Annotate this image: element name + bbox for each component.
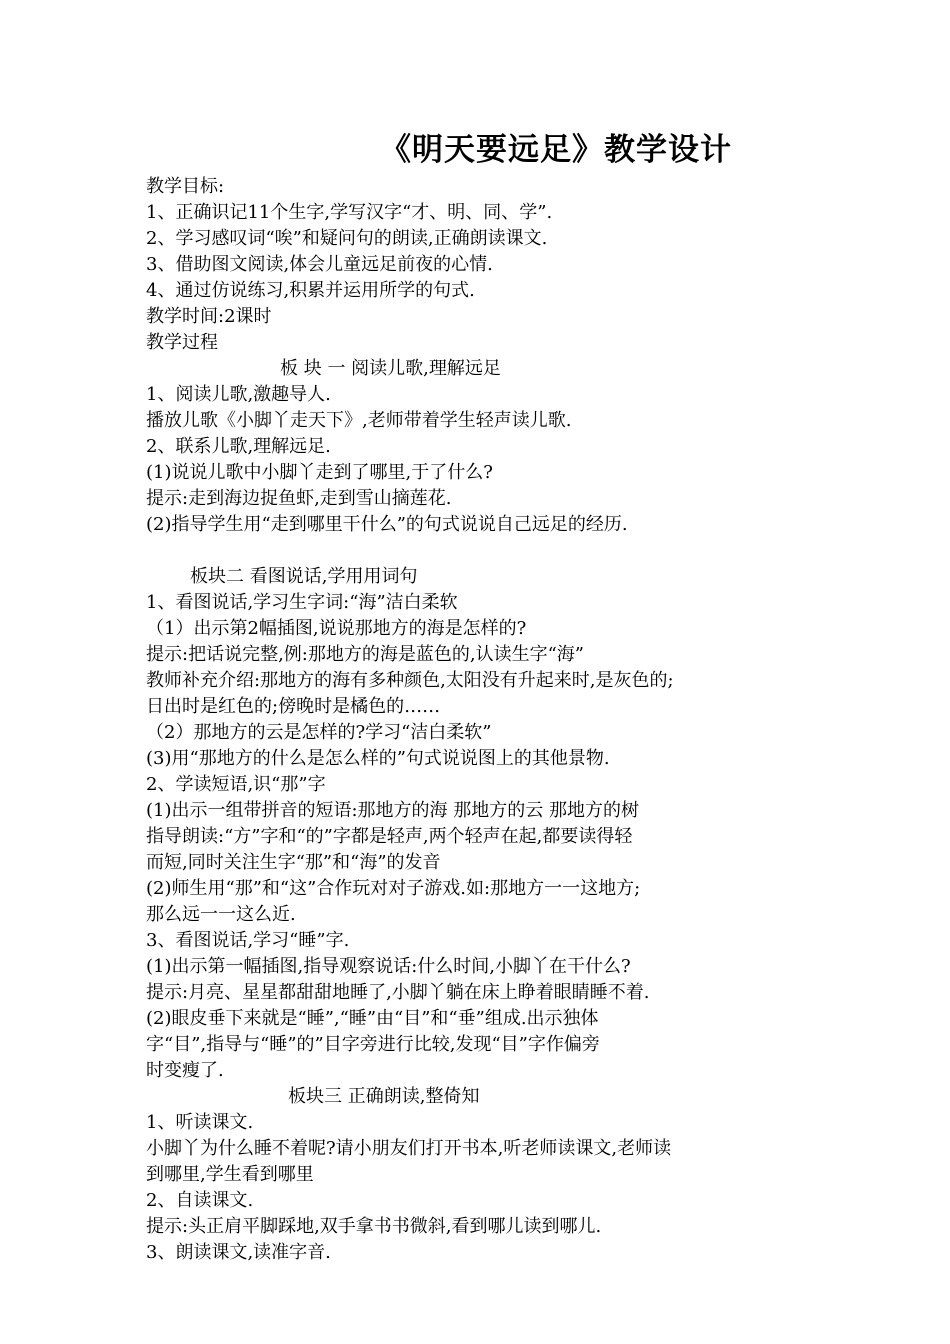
text-line: (1)出示第一幅插图,指导观察说话:什么时间,小脚丫在干什么? <box>146 956 631 977</box>
section-heading: 板 块 一 阅读儿歌,理解远足 <box>280 358 501 379</box>
text-line: 2、学习感叹词“唉”和疑问句的朗读,正确朗读课文. <box>146 228 548 249</box>
document-title: 《明天要远足》教学设计 <box>380 132 732 168</box>
section-heading: 板块三 正确朗读,整倚知 <box>288 1086 480 1107</box>
text-line: 提示:头正肩平脚踩地,双手拿书书微斜,看到哪儿读到哪儿. <box>146 1216 602 1237</box>
blank-line <box>146 538 818 564</box>
text-line: (2)眼皮垂下来就是“睡”,“睡”由“目”和“垂”组成.出示独体 <box>146 1008 599 1029</box>
text-line: (1)说说儿歌中小脚丫走到了哪里,于了什么? <box>146 462 493 483</box>
text-line: 3、借助图文阅读,体会儿童远足前夜的心情. <box>146 254 493 275</box>
text-line: 2、学读短语,识“那”字 <box>146 774 326 795</box>
text-line: 教学过程 <box>146 332 218 353</box>
text-line: 1、看图说话,学习生字词:“海”洁白柔软 <box>146 592 458 613</box>
text-line: 而短,同时关注生字“那”和“海”的发音 <box>146 852 441 873</box>
text-line: 1、听读课文. <box>146 1112 254 1133</box>
text-line: 播放儿歌《小脚丫走天下》,老师带着学生轻声读儿歌. <box>146 410 572 431</box>
text-line: 2、自读课文. <box>146 1190 254 1211</box>
text-line: 教师补充介绍:那地方的海有多种颜色,太阳没有升起来时,是灰色的; <box>146 670 674 691</box>
text-line: （1）出示第2幅插图,说说那地方的海是怎样的? <box>146 618 527 639</box>
text-line: 教学目标: <box>146 176 225 197</box>
text-line: 日出时是红色的;傍晚时是橘色的…… <box>146 696 441 717</box>
text-line: 提示:把话说完整,例:那地方的海是蓝色的,认读生字“海” <box>146 644 584 665</box>
section-heading: 板块二 看图说话,学用用词句 <box>190 566 418 587</box>
text-line: 1、正确识记11个生字,学写汉字“才、明、同、学”. <box>146 202 553 223</box>
text-line: 教学时间:2课时 <box>146 306 272 327</box>
text-line: 到哪里,学生看到哪里 <box>146 1164 314 1185</box>
text-line: 提示:走到海边捉鱼虾,走到雪山摘莲花. <box>146 488 452 509</box>
text-line: (2)指导学生用“走到哪里干什么”的句式说说自己远足的经历. <box>146 514 628 535</box>
text-line: 1、阅读儿歌,激趣导人. <box>146 384 331 405</box>
text-line: 提示:月亮、星星都甜甜地睡了,小脚丫躺在床上睁着眼睛睡不着. <box>146 982 650 1003</box>
text-line: 字“目”,指导与“睡”的”目字旁进行比较,发现“目”字作偏旁 <box>146 1034 600 1055</box>
text-line: 4、通过仿说练习,积累并运用所学的句式. <box>146 280 475 301</box>
text-line: 那么远一一这么近. <box>146 904 296 925</box>
text-line: 时变瘦了. <box>146 1060 224 1081</box>
text-line: （2）那地方的云是怎样的?学习“洁白柔软” <box>146 722 492 743</box>
text-line: (1)出示一组带拼音的短语:那地方的海 那地方的云 那地方的树 <box>146 800 640 821</box>
text-line: 3、朗读课文,读准字音. <box>146 1242 331 1263</box>
document-body <box>146 174 818 1266</box>
text-line: 3、看图说话,学习“睡”字. <box>146 930 350 951</box>
text-line: 2、联系儿歌,理解远足. <box>146 436 331 457</box>
text-line: 小脚丫为什么睡不着呢?请小朋友们打开书本,听老师读课文,老师读 <box>146 1138 672 1159</box>
text-line: (3)用“那地方的什么是怎么样的”句式说说图上的其他景物. <box>146 748 610 769</box>
text-line: (2)师生用“那”和“这”合作玩对对子游戏.如:那地方一一这地方; <box>146 878 641 899</box>
text-line: 指导朗读:“方”字和“的”字都是轻声,两个轻声在起,都要读得轻 <box>146 826 633 847</box>
